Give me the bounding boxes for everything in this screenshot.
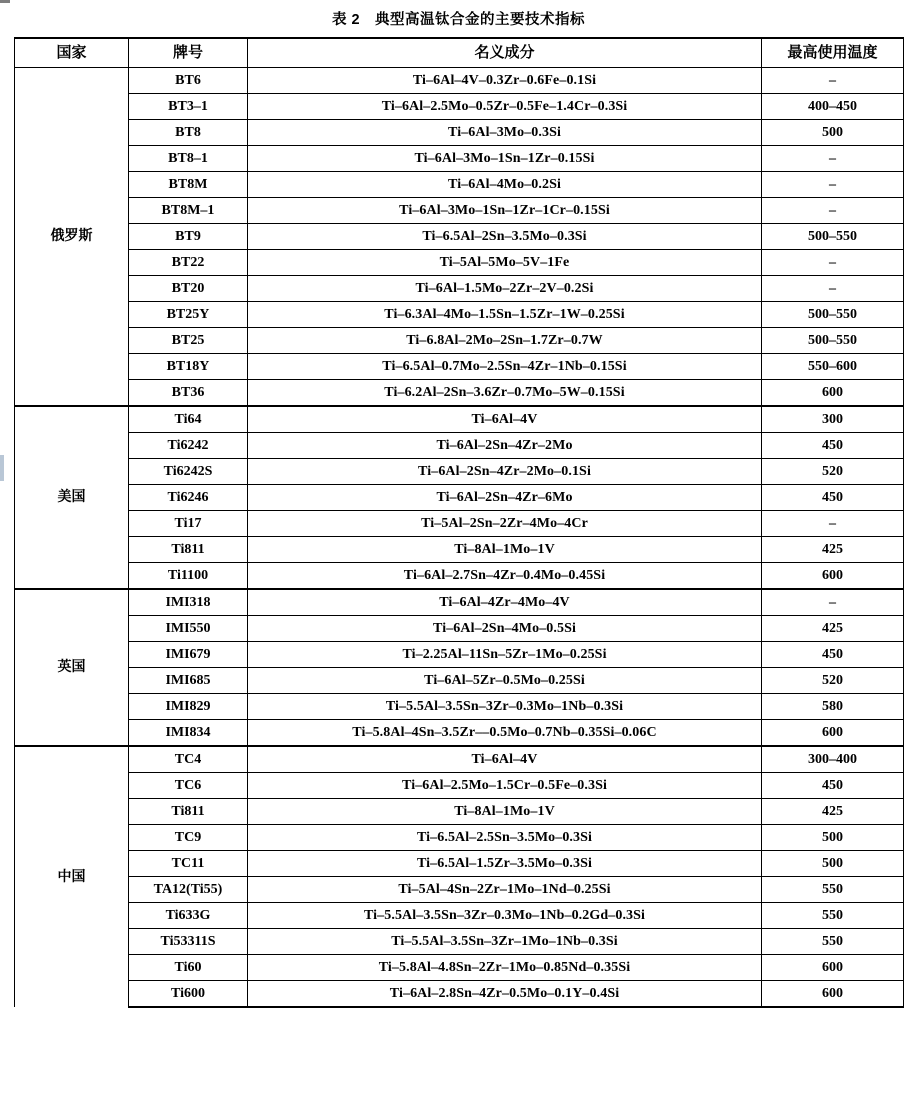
cell-composition: Ti–6.3Al–4Mo–1.5Sn–1.5Zr–1W–0.25Si — [248, 302, 762, 328]
table-row — [15, 537, 904, 563]
cell-composition: Ti–6Al–5Zr–0.5Mo–0.25Si — [248, 668, 762, 694]
cell-grade: IMI834 — [129, 720, 248, 747]
table-row — [15, 459, 904, 485]
cell-temperature: 500 — [762, 825, 904, 851]
cell-composition: Ti–6Al–4V — [248, 746, 762, 773]
column-header-temperature: 最高使用温度 — [762, 38, 904, 68]
table-row — [15, 380, 904, 407]
table-row — [15, 276, 904, 302]
cell-composition: Ti–5Al–2Sn–2Zr–4Mo–4Cr — [248, 511, 762, 537]
cell-composition: Ti–8Al–1Mo–1V — [248, 537, 762, 563]
cell-composition: Ti–6Al–2.5Mo–0.5Zr–0.5Fe–1.4Cr–0.3Si — [248, 94, 762, 120]
table-header-row — [15, 38, 904, 68]
table-row — [15, 746, 904, 773]
cell-grade: TC6 — [129, 773, 248, 799]
table-caption: 表 2 典型高温钛合金的主要技术指标 — [331, 12, 586, 28]
cell-temperature: 425 — [762, 537, 904, 563]
cell-grade: IMI679 — [129, 642, 248, 668]
cell-composition: Ti–6Al–3Mo–0.3Si — [248, 120, 762, 146]
cell-temperature: 450 — [762, 485, 904, 511]
cell-country: 美国 — [15, 406, 129, 589]
cell-temperature: 500–550 — [762, 224, 904, 250]
table-row — [15, 642, 904, 668]
cell-composition: Ti–5Al–5Mo–5V–1Fe — [248, 250, 762, 276]
column-header-grade: 牌号 — [129, 38, 248, 68]
table-row — [15, 773, 904, 799]
cell-grade: Ti811 — [129, 537, 248, 563]
cell-grade: BT8–1 — [129, 146, 248, 172]
cell-grade: Ti6242S — [129, 459, 248, 485]
cell-grade: Ti600 — [129, 981, 248, 1008]
cell-grade: Ti53311S — [129, 929, 248, 955]
cell-temperature: – — [762, 198, 904, 224]
cell-temperature: 300 — [762, 406, 904, 433]
cell-grade: Ti811 — [129, 799, 248, 825]
cell-temperature: – — [762, 250, 904, 276]
cell-temperature: 600 — [762, 981, 904, 1008]
table-row — [15, 250, 904, 276]
cell-grade: IMI829 — [129, 694, 248, 720]
cell-composition: Ti–6.5Al–1.5Zr–3.5Mo–0.3Si — [248, 851, 762, 877]
cell-temperature: 500–550 — [762, 328, 904, 354]
table-row — [15, 433, 904, 459]
table-row — [15, 485, 904, 511]
table-row — [15, 616, 904, 642]
cell-composition: Ti–2.25Al–11Sn–5Zr–1Mo–0.25Si — [248, 642, 762, 668]
table-row — [15, 172, 904, 198]
table-row — [15, 406, 904, 433]
cell-temperature: 520 — [762, 668, 904, 694]
cell-grade: IMI318 — [129, 589, 248, 616]
table-row — [15, 328, 904, 354]
table-row — [15, 955, 904, 981]
cell-composition: Ti–6Al–2.8Sn–4Zr–0.5Mo–0.1Y–0.4Si — [248, 981, 762, 1008]
cell-composition: Ti–6.2Al–2Sn–3.6Zr–0.7Mo–5W–0.15Si — [248, 380, 762, 407]
cell-temperature: 600 — [762, 563, 904, 590]
cell-temperature: – — [762, 68, 904, 94]
table-row — [15, 668, 904, 694]
cell-grade: Ti64 — [129, 406, 248, 433]
cell-composition: Ti–6Al–3Mo–1Sn–1Zr–1Cr–0.15Si — [248, 198, 762, 224]
table-row — [15, 929, 904, 955]
alloy-specification-table — [14, 37, 904, 1008]
cell-country: 中国 — [15, 746, 129, 1007]
cell-grade: TC9 — [129, 825, 248, 851]
cell-grade: BT6 — [129, 68, 248, 94]
table-row — [15, 198, 904, 224]
table-row — [15, 68, 904, 94]
table-row — [15, 94, 904, 120]
cell-temperature: 450 — [762, 433, 904, 459]
cell-composition: Ti–6Al–2Sn–4Zr–6Mo — [248, 485, 762, 511]
cell-temperature: 580 — [762, 694, 904, 720]
cell-composition: Ti–5.8Al–4.8Sn–2Zr–1Mo–0.85Nd–0.35Si — [248, 955, 762, 981]
cell-composition: Ti–5.5Al–3.5Sn–3Zr–0.3Mo–1Nb–0.3Si — [248, 694, 762, 720]
cell-grade: IMI550 — [129, 616, 248, 642]
cell-grade: TC4 — [129, 746, 248, 773]
cell-grade: BT20 — [129, 276, 248, 302]
table-row — [15, 694, 904, 720]
cell-composition: Ti–5Al–4Sn–2Zr–1Mo–1Nd–0.25Si — [248, 877, 762, 903]
cell-temperature: 425 — [762, 616, 904, 642]
cell-composition: Ti–6Al–2Sn–4Zr–2Mo–0.1Si — [248, 459, 762, 485]
table-row — [15, 354, 904, 380]
cell-composition: Ti–6Al–2Sn–4Zr–2Mo — [248, 433, 762, 459]
cell-composition: Ti–6.5Al–2Sn–3.5Mo–0.3Si — [248, 224, 762, 250]
table-body — [15, 68, 904, 1008]
scan-artifact-top-left — [0, 0, 10, 3]
cell-grade: Ti6246 — [129, 485, 248, 511]
table-row — [15, 563, 904, 590]
cell-grade: BT25Y — [129, 302, 248, 328]
cell-composition: Ti–6.5Al–2.5Sn–3.5Mo–0.3Si — [248, 825, 762, 851]
table-row — [15, 224, 904, 250]
cell-composition: Ti–6Al–4Zr–4Mo–4V — [248, 589, 762, 616]
table-row — [15, 825, 904, 851]
cell-temperature: 500 — [762, 851, 904, 877]
cell-grade: BT25 — [129, 328, 248, 354]
cell-grade: Ti17 — [129, 511, 248, 537]
table-row — [15, 589, 904, 616]
cell-composition: Ti–6Al–2Sn–4Mo–0.5Si — [248, 616, 762, 642]
cell-temperature: 520 — [762, 459, 904, 485]
cell-temperature: 300–400 — [762, 746, 904, 773]
cell-grade: BT8M–1 — [129, 198, 248, 224]
cell-composition: Ti–6.8Al–2Mo–2Sn–1.7Zr–0.7W — [248, 328, 762, 354]
cell-temperature: 500 — [762, 120, 904, 146]
cell-temperature: 400–450 — [762, 94, 904, 120]
cell-grade: TC11 — [129, 851, 248, 877]
cell-country: 英国 — [15, 589, 129, 746]
table-row — [15, 903, 904, 929]
table-row — [15, 146, 904, 172]
cell-grade: Ti1100 — [129, 563, 248, 590]
cell-composition: Ti–6Al–4V–0.3Zr–0.6Fe–0.1Si — [248, 68, 762, 94]
column-header-country: 国家 — [15, 38, 129, 68]
cell-grade: Ti60 — [129, 955, 248, 981]
cell-temperature: – — [762, 276, 904, 302]
cell-composition: Ti–8Al–1Mo–1V — [248, 799, 762, 825]
cell-composition: Ti–6Al–4Mo–0.2Si — [248, 172, 762, 198]
table-row — [15, 720, 904, 747]
cell-composition: Ti–6Al–1.5Mo–2Zr–2V–0.2Si — [248, 276, 762, 302]
cell-grade: IMI685 — [129, 668, 248, 694]
cell-temperature: 450 — [762, 642, 904, 668]
cell-country: 俄罗斯 — [15, 68, 129, 407]
cell-temperature: – — [762, 146, 904, 172]
table-header — [15, 38, 904, 68]
cell-temperature: 425 — [762, 799, 904, 825]
table-row — [15, 981, 904, 1008]
cell-temperature: 550 — [762, 903, 904, 929]
cell-grade: BT18Y — [129, 354, 248, 380]
cell-temperature: 550–600 — [762, 354, 904, 380]
table-row — [15, 877, 904, 903]
cell-composition: Ti–6.5Al–0.7Mo–2.5Sn–4Zr–1Nb–0.15Si — [248, 354, 762, 380]
cell-temperature: 600 — [762, 720, 904, 747]
cell-temperature: – — [762, 511, 904, 537]
table-row — [15, 302, 904, 328]
cell-grade: BT22 — [129, 250, 248, 276]
table-row — [15, 511, 904, 537]
column-header-composition: 名义成分 — [248, 38, 762, 68]
cell-temperature: 450 — [762, 773, 904, 799]
cell-temperature: 600 — [762, 380, 904, 407]
cell-temperature: 550 — [762, 877, 904, 903]
table-row — [15, 120, 904, 146]
cell-composition: Ti–5.5Al–3.5Sn–3Zr–0.3Mo–1Nb–0.2Gd–0.3Si — [248, 903, 762, 929]
cell-grade: BT3–1 — [129, 94, 248, 120]
cell-grade: BT8M — [129, 172, 248, 198]
cell-temperature: – — [762, 589, 904, 616]
cell-temperature: – — [762, 172, 904, 198]
cell-grade: BT36 — [129, 380, 248, 407]
cell-composition: Ti–6Al–2.7Sn–4Zr–0.4Mo–0.45Si — [248, 563, 762, 590]
cell-composition: Ti–5.8Al–4Sn–3.5Zr––0.5Mo–0.7Nb–0.35Si–0.06C — [248, 720, 762, 747]
cell-temperature: 550 — [762, 929, 904, 955]
cell-composition: Ti–5.5Al–3.5Sn–3Zr–1Mo–1Nb–0.3Si — [248, 929, 762, 955]
cell-temperature: 600 — [762, 955, 904, 981]
cell-grade: Ti633G — [129, 903, 248, 929]
cell-composition: Ti–6Al–3Mo–1Sn–1Zr–0.15Si — [248, 146, 762, 172]
cell-grade: TA12(Ti55) — [129, 877, 248, 903]
cell-grade: BT8 — [129, 120, 248, 146]
cell-composition: Ti–6Al–2.5Mo–1.5Cr–0.5Fe–0.3Si — [248, 773, 762, 799]
cell-grade: BT9 — [129, 224, 248, 250]
table-row — [15, 799, 904, 825]
scan-artifact-left-edge — [0, 455, 4, 481]
cell-composition: Ti–6Al–4V — [248, 406, 762, 433]
cell-temperature: 500–550 — [762, 302, 904, 328]
table-row — [15, 851, 904, 877]
cell-grade: Ti6242 — [129, 433, 248, 459]
